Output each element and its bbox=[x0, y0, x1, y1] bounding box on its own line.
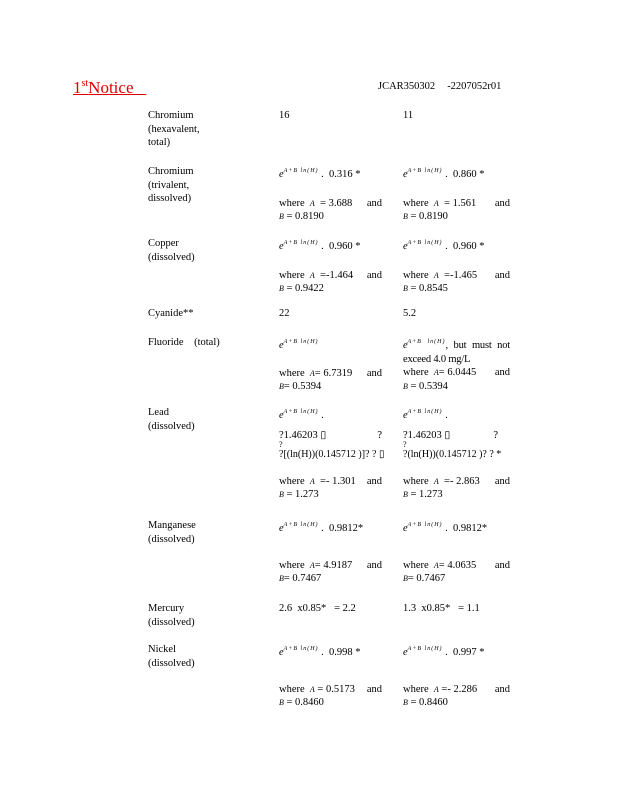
coef-a-symbol: A bbox=[309, 476, 315, 486]
coef-a-symbol: A bbox=[433, 270, 439, 280]
and-word: and bbox=[366, 475, 382, 487]
conversion-factor: 0.960 * bbox=[453, 241, 485, 252]
acute-formula bbox=[279, 336, 382, 394]
exp-base: e bbox=[279, 241, 284, 252]
document-reference bbox=[378, 80, 501, 94]
name-line: Nickel bbox=[148, 644, 176, 655]
substance-name bbox=[148, 519, 258, 546]
where-word: where bbox=[279, 197, 305, 209]
coef-b-value: = 0.8460 bbox=[410, 697, 448, 708]
coef-a-value: =- 2.863 bbox=[444, 475, 480, 487]
conversion-factor: 0.9812* bbox=[329, 523, 364, 534]
coef-b-symbol: B bbox=[403, 574, 408, 583]
name-line: (trivalent, bbox=[148, 179, 190, 191]
exp-base: e bbox=[279, 340, 284, 351]
substance-name bbox=[148, 643, 258, 670]
formula-bracket: ? bbox=[403, 440, 407, 449]
where-word: where bbox=[279, 475, 305, 487]
coef-a-symbol: A bbox=[433, 560, 439, 570]
where-word: where bbox=[403, 367, 429, 378]
acute-formula: $e^{A+B ln(H)}$ . 0.960 * where A =-1.464 and B = 0.9422 bbox=[279, 240, 382, 294]
coef-a-value: =- 1.301 bbox=[320, 475, 356, 487]
where-word: where bbox=[403, 683, 429, 695]
coef-b-value: = 0.8460 bbox=[286, 697, 324, 708]
name-line: Chromium bbox=[148, 110, 194, 121]
name-line: Copper bbox=[148, 238, 179, 249]
exp-base: e bbox=[279, 169, 284, 180]
acute-formula: $e^{A+B ln(H)}$ . 0.998 * where A = 0.5173 and B = 0.8460 bbox=[279, 646, 382, 708]
ref-number: -2207052r01 bbox=[447, 81, 502, 92]
notice-sup: st bbox=[81, 78, 89, 89]
coef-b-symbol: B bbox=[403, 490, 408, 499]
conversion-factor: 0.997 * bbox=[453, 647, 485, 658]
chronic-formula: $e^{A+B ln(H)}$ . 0.9812* where A= 4.0635 and B= 0.7467 bbox=[403, 522, 510, 584]
and-word: and bbox=[494, 683, 510, 695]
acute-formula bbox=[279, 406, 385, 502]
where-word: where bbox=[279, 683, 305, 695]
name-line: Lead bbox=[148, 407, 169, 418]
substance-name bbox=[148, 307, 258, 321]
where-word: where bbox=[279, 559, 305, 571]
name-line: (dissolved) bbox=[148, 533, 195, 545]
chronic-formula: $e^{A+B ln(H)}$ . 0.997 * where A =- 2.286 and B = 0.8460 bbox=[403, 646, 510, 708]
exponent: A+B ln(H) bbox=[283, 240, 319, 246]
exp-base: e bbox=[403, 647, 408, 658]
acute-value: 16 bbox=[279, 110, 290, 121]
exp-base: e bbox=[279, 647, 284, 658]
exponent: A+B ln(H) bbox=[407, 240, 443, 246]
conversion-factor: 0.960 * bbox=[329, 241, 361, 252]
formula-line: ?1.46203 ▯ bbox=[403, 429, 451, 441]
where-word: where bbox=[403, 269, 429, 281]
substance-name bbox=[148, 237, 258, 264]
name-line: Fluoride bbox=[148, 337, 184, 348]
name-line: (dissolved) bbox=[148, 420, 195, 432]
where-word: where bbox=[279, 269, 305, 281]
coef-a-symbol: A bbox=[309, 684, 315, 694]
and-word: and bbox=[366, 367, 382, 379]
exponent: A+B ln(H) bbox=[283, 409, 319, 415]
where-word: where bbox=[403, 475, 429, 487]
coef-b-symbol: B bbox=[279, 284, 284, 293]
where-word: where bbox=[403, 197, 429, 209]
exp-base: e bbox=[403, 241, 408, 252]
where-word: where bbox=[279, 367, 305, 379]
and-word: and bbox=[494, 559, 510, 571]
coef-b-symbol: B bbox=[279, 212, 284, 221]
ref-code: JCAR350302 bbox=[378, 81, 436, 92]
coef-a-value: =-1.465 bbox=[444, 269, 478, 281]
coef-b-value: = 0.8190 bbox=[410, 211, 448, 222]
coef-a-symbol: A bbox=[433, 198, 439, 208]
name-line: total) bbox=[148, 137, 171, 148]
conversion-factor: 0.860 * bbox=[453, 169, 485, 180]
coef-b-value: = 0.5394 bbox=[283, 381, 322, 392]
notice-heading bbox=[73, 74, 146, 98]
coef-b-value: = 0.8190 bbox=[286, 211, 324, 222]
coef-b-value: = 0.9422 bbox=[286, 283, 324, 294]
coef-b-symbol: B bbox=[279, 382, 284, 391]
formula-bracket: ? * bbox=[489, 449, 502, 460]
coef-a-symbol: A bbox=[309, 368, 315, 378]
name-line: (dissolved) bbox=[148, 657, 195, 669]
coef-b-value: = 0.7467 bbox=[283, 573, 322, 584]
and-word: and bbox=[494, 367, 510, 378]
limit-note: , but must not exceed 4.0 mg/L bbox=[403, 340, 510, 365]
substance-name bbox=[148, 165, 258, 206]
coef-b-symbol: B bbox=[279, 490, 284, 499]
chronic-formula: $e^{A+B ln(H)}$ . 0.860 * where A = 1.561 and B = 0.8190 bbox=[403, 168, 510, 222]
formula-line: ?(ln(H))(0.145712 )? bbox=[403, 449, 487, 460]
acute-formula: $e^{A+B ln(H)}$ . 0.316 * where A = 3.688 and B = 0.8190 bbox=[279, 168, 382, 222]
exp-base: e bbox=[403, 523, 408, 534]
and-word: and bbox=[494, 475, 510, 487]
coef-a-symbol: A bbox=[433, 476, 439, 486]
coef-b-value: = 0.8545 bbox=[410, 283, 448, 294]
coef-b-symbol: B bbox=[403, 698, 408, 707]
exponent: A+B ln(H) bbox=[407, 168, 443, 174]
exp-base: e bbox=[403, 169, 408, 180]
formula-bracket: ? ▯ bbox=[372, 449, 385, 460]
and-word: and bbox=[366, 269, 382, 281]
chronic-formula: $e^{A+B ln(H)}$ . 0.960 * where A =-1.465 and B = 0.8545 bbox=[403, 240, 510, 294]
and-word: and bbox=[366, 683, 382, 695]
exponent: A+B ln(H) bbox=[283, 522, 319, 528]
chronic-value: 11 bbox=[403, 110, 414, 121]
substance-name bbox=[148, 602, 258, 629]
and-word: and bbox=[494, 197, 510, 209]
coef-b-value: = 0.5394 bbox=[410, 380, 448, 392]
multiply-dot: . bbox=[321, 410, 324, 421]
coef-b-symbol: B bbox=[279, 698, 284, 707]
and-word: and bbox=[366, 197, 382, 209]
formula-bracket: ? bbox=[493, 429, 498, 441]
coef-a-symbol: A bbox=[309, 560, 315, 570]
coef-b-value: = 0.7467 bbox=[407, 573, 446, 584]
substance-name bbox=[148, 109, 258, 150]
name-line: (hexavalent, bbox=[148, 123, 200, 135]
acute-formula: $e^{A+B ln(H)}$ . 0.9812* where A= 4.9187 and B= 0.7467 bbox=[279, 522, 382, 584]
coef-a-symbol: A bbox=[309, 270, 315, 280]
and-word: and bbox=[494, 269, 510, 281]
acute-value: 2.6 x0.85* = 2.2 bbox=[279, 603, 356, 614]
exponent: A+B ln(H) bbox=[283, 339, 319, 345]
coef-a-symbol: A bbox=[433, 368, 439, 377]
chronic-value: 1.3 x0.85* = 1.1 bbox=[403, 603, 480, 614]
coef-a-value: = 4.9187 bbox=[314, 559, 353, 571]
formula-bracket: ? bbox=[279, 440, 283, 449]
coef-a-value: = 6.0445 bbox=[438, 367, 477, 378]
coef-b-symbol: B bbox=[403, 381, 408, 391]
coef-b-value: = 1.273 bbox=[286, 489, 319, 500]
exponent: A+B ln(H) bbox=[407, 339, 446, 345]
coef-a-value: =- 2.286 bbox=[441, 683, 478, 695]
exponent: A+B ln(H) bbox=[407, 409, 443, 415]
notice-tail: Notice bbox=[88, 78, 134, 97]
coef-a-value: = 1.561 bbox=[444, 197, 477, 209]
coef-a-value: = 3.688 bbox=[320, 197, 353, 209]
exponent: A+B ln(H) bbox=[283, 646, 319, 652]
acute-value: 22 bbox=[279, 308, 290, 319]
chronic-value: 5.2 bbox=[403, 308, 417, 319]
exp-base: e bbox=[403, 410, 408, 421]
conversion-factor: 0.9812* bbox=[453, 523, 488, 534]
coef-b-symbol: B bbox=[403, 284, 408, 293]
conversion-factor: 0.998 * bbox=[329, 647, 361, 658]
substance-name bbox=[148, 406, 258, 433]
name-line: (dissolved) bbox=[148, 251, 195, 263]
formula-line: ?[(ln(H))(0.145712 )]? bbox=[279, 449, 370, 460]
multiply-dot: . bbox=[445, 410, 448, 421]
formula-bracket: ? bbox=[377, 429, 382, 441]
name-line: (total) bbox=[194, 337, 220, 348]
exponent: A+B ln(H) bbox=[407, 646, 443, 652]
notice-main: 1 bbox=[73, 78, 82, 97]
coef-b-symbol: B bbox=[403, 212, 408, 221]
coef-a-symbol: A bbox=[433, 684, 439, 694]
substance-name bbox=[148, 336, 258, 350]
name-line: (dissolved) bbox=[148, 616, 195, 628]
formula-line: ?1.46203 ▯ bbox=[279, 429, 327, 441]
name-line: Mercury bbox=[148, 603, 185, 614]
and-word: and bbox=[366, 559, 382, 571]
exponent: A+B ln(H) bbox=[283, 168, 319, 174]
conversion-factor: 0.316 * bbox=[329, 169, 361, 180]
name-line: Manganese bbox=[148, 520, 196, 531]
name-line: Chromium bbox=[148, 166, 194, 177]
exp-base: e bbox=[403, 340, 408, 351]
name-line: dissolved) bbox=[148, 193, 192, 204]
chronic-formula bbox=[403, 336, 510, 393]
exp-base: e bbox=[279, 523, 284, 534]
coef-b-symbol: B bbox=[279, 574, 284, 583]
name-line: Cyanide** bbox=[148, 308, 194, 319]
coef-a-value: = 4.0635 bbox=[438, 559, 477, 571]
exponent: A+B ln(H) bbox=[407, 522, 443, 528]
coef-b-value: = 1.273 bbox=[410, 489, 443, 500]
where-word: where bbox=[403, 559, 429, 571]
coef-a-value: = 6.7319 bbox=[314, 367, 353, 379]
exp-base: e bbox=[279, 410, 284, 421]
coef-a-value: = 0.5173 bbox=[317, 683, 355, 695]
coef-a-symbol: A bbox=[309, 198, 315, 208]
coef-a-value: =-1.464 bbox=[320, 269, 354, 281]
chronic-formula bbox=[403, 406, 510, 502]
